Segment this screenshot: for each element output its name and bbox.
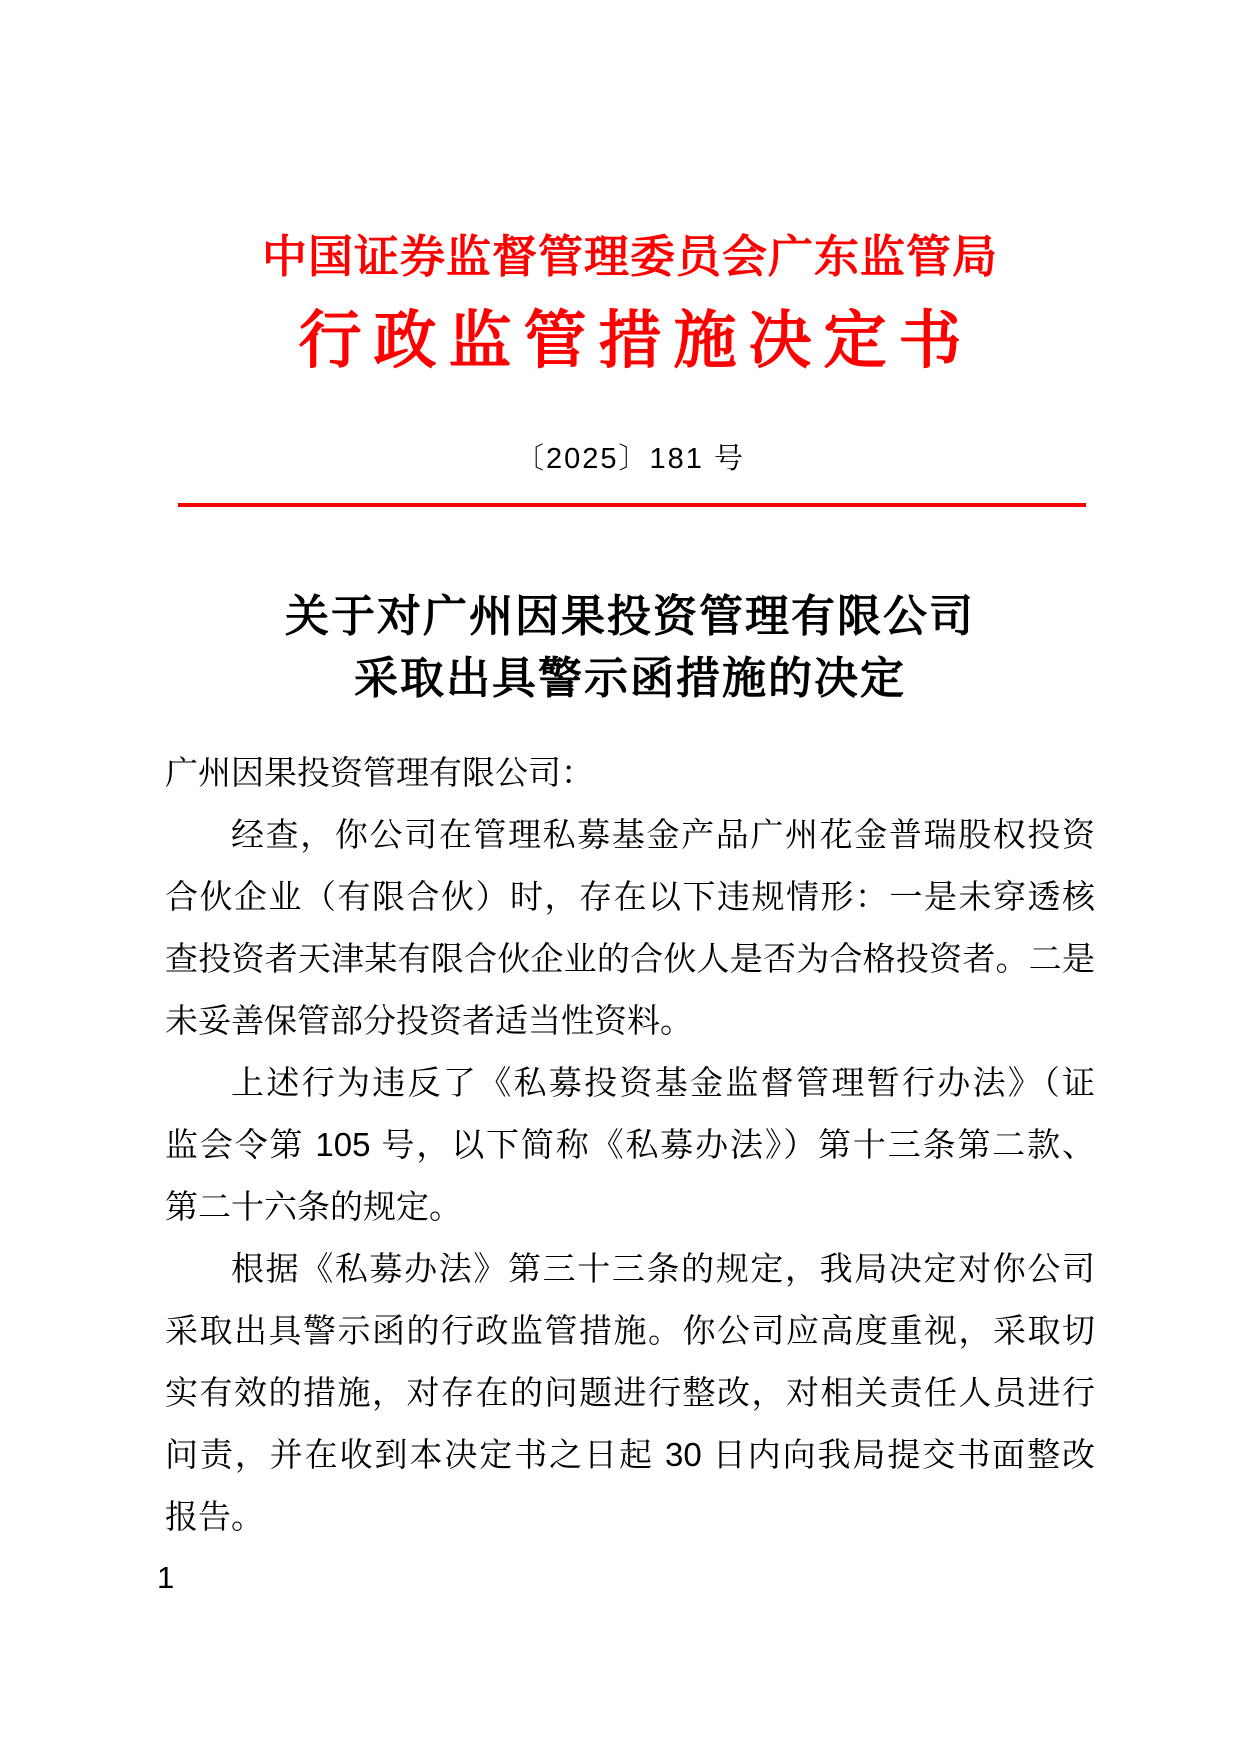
document-number: 〔2025〕181 号 <box>515 443 745 475</box>
body-line: 报告。 <box>165 1498 264 1535</box>
body-line: 合伙企业（有限合伙）时，存在以下违规情形：一是未穿透核 <box>165 878 1095 915</box>
body-line: 经查，你公司在管理私募基金产品广州花金普瑞股权投资 <box>231 816 1095 853</box>
paragraph-findings <box>165 804 1095 1052</box>
body-line: 根据《私募办法》第三十三条的规定，我局决定对你公司 <box>231 1250 1095 1287</box>
red-divider-rule <box>178 503 1086 507</box>
body-line: 实有效的措施，对存在的问题进行整改，对相关责任人员进行 <box>165 1374 1095 1411</box>
decision-title-line2: 采取出具警示函措施的决定 <box>354 654 906 703</box>
body-text <box>165 742 1095 1548</box>
body-line: 广州因果投资管理有限公司： <box>165 754 594 791</box>
paragraph-decision <box>165 1238 1095 1548</box>
body-line: 问责，并在收到本决定书之日起 30 日内向我局提交书面整改 <box>165 1436 1095 1473</box>
paragraph-salutation <box>165 742 1095 804</box>
body-line: 未妥善保管部分投资者适当性资料。 <box>165 1002 693 1039</box>
decision-title-line1: 关于对广州因果投资管理有限公司 <box>285 592 975 641</box>
paragraph-violation <box>165 1052 1095 1238</box>
page-number: 1 <box>157 1560 175 1595</box>
body-line: 第二十六条的规定。 <box>165 1188 462 1225</box>
body-line: 查投资者天津某有限合伙企业的合伙人是否为合格投资者。二是 <box>165 940 1095 977</box>
issuing-authority-title: 中国证券监督管理委员会广东监管局 <box>261 231 998 282</box>
body-line: 上述行为违反了《私募投资基金监督管理暂行办法》（证 <box>231 1064 1095 1101</box>
body-line: 采取出具警示函的行政监管措施。你公司应高度重视，采取切 <box>165 1312 1095 1349</box>
body-line: 监会令第 105 号，以下简称《私募办法》）第十三条第二款、 <box>165 1126 1095 1163</box>
document-type-title: 行政监管措施决定书 <box>298 306 974 376</box>
